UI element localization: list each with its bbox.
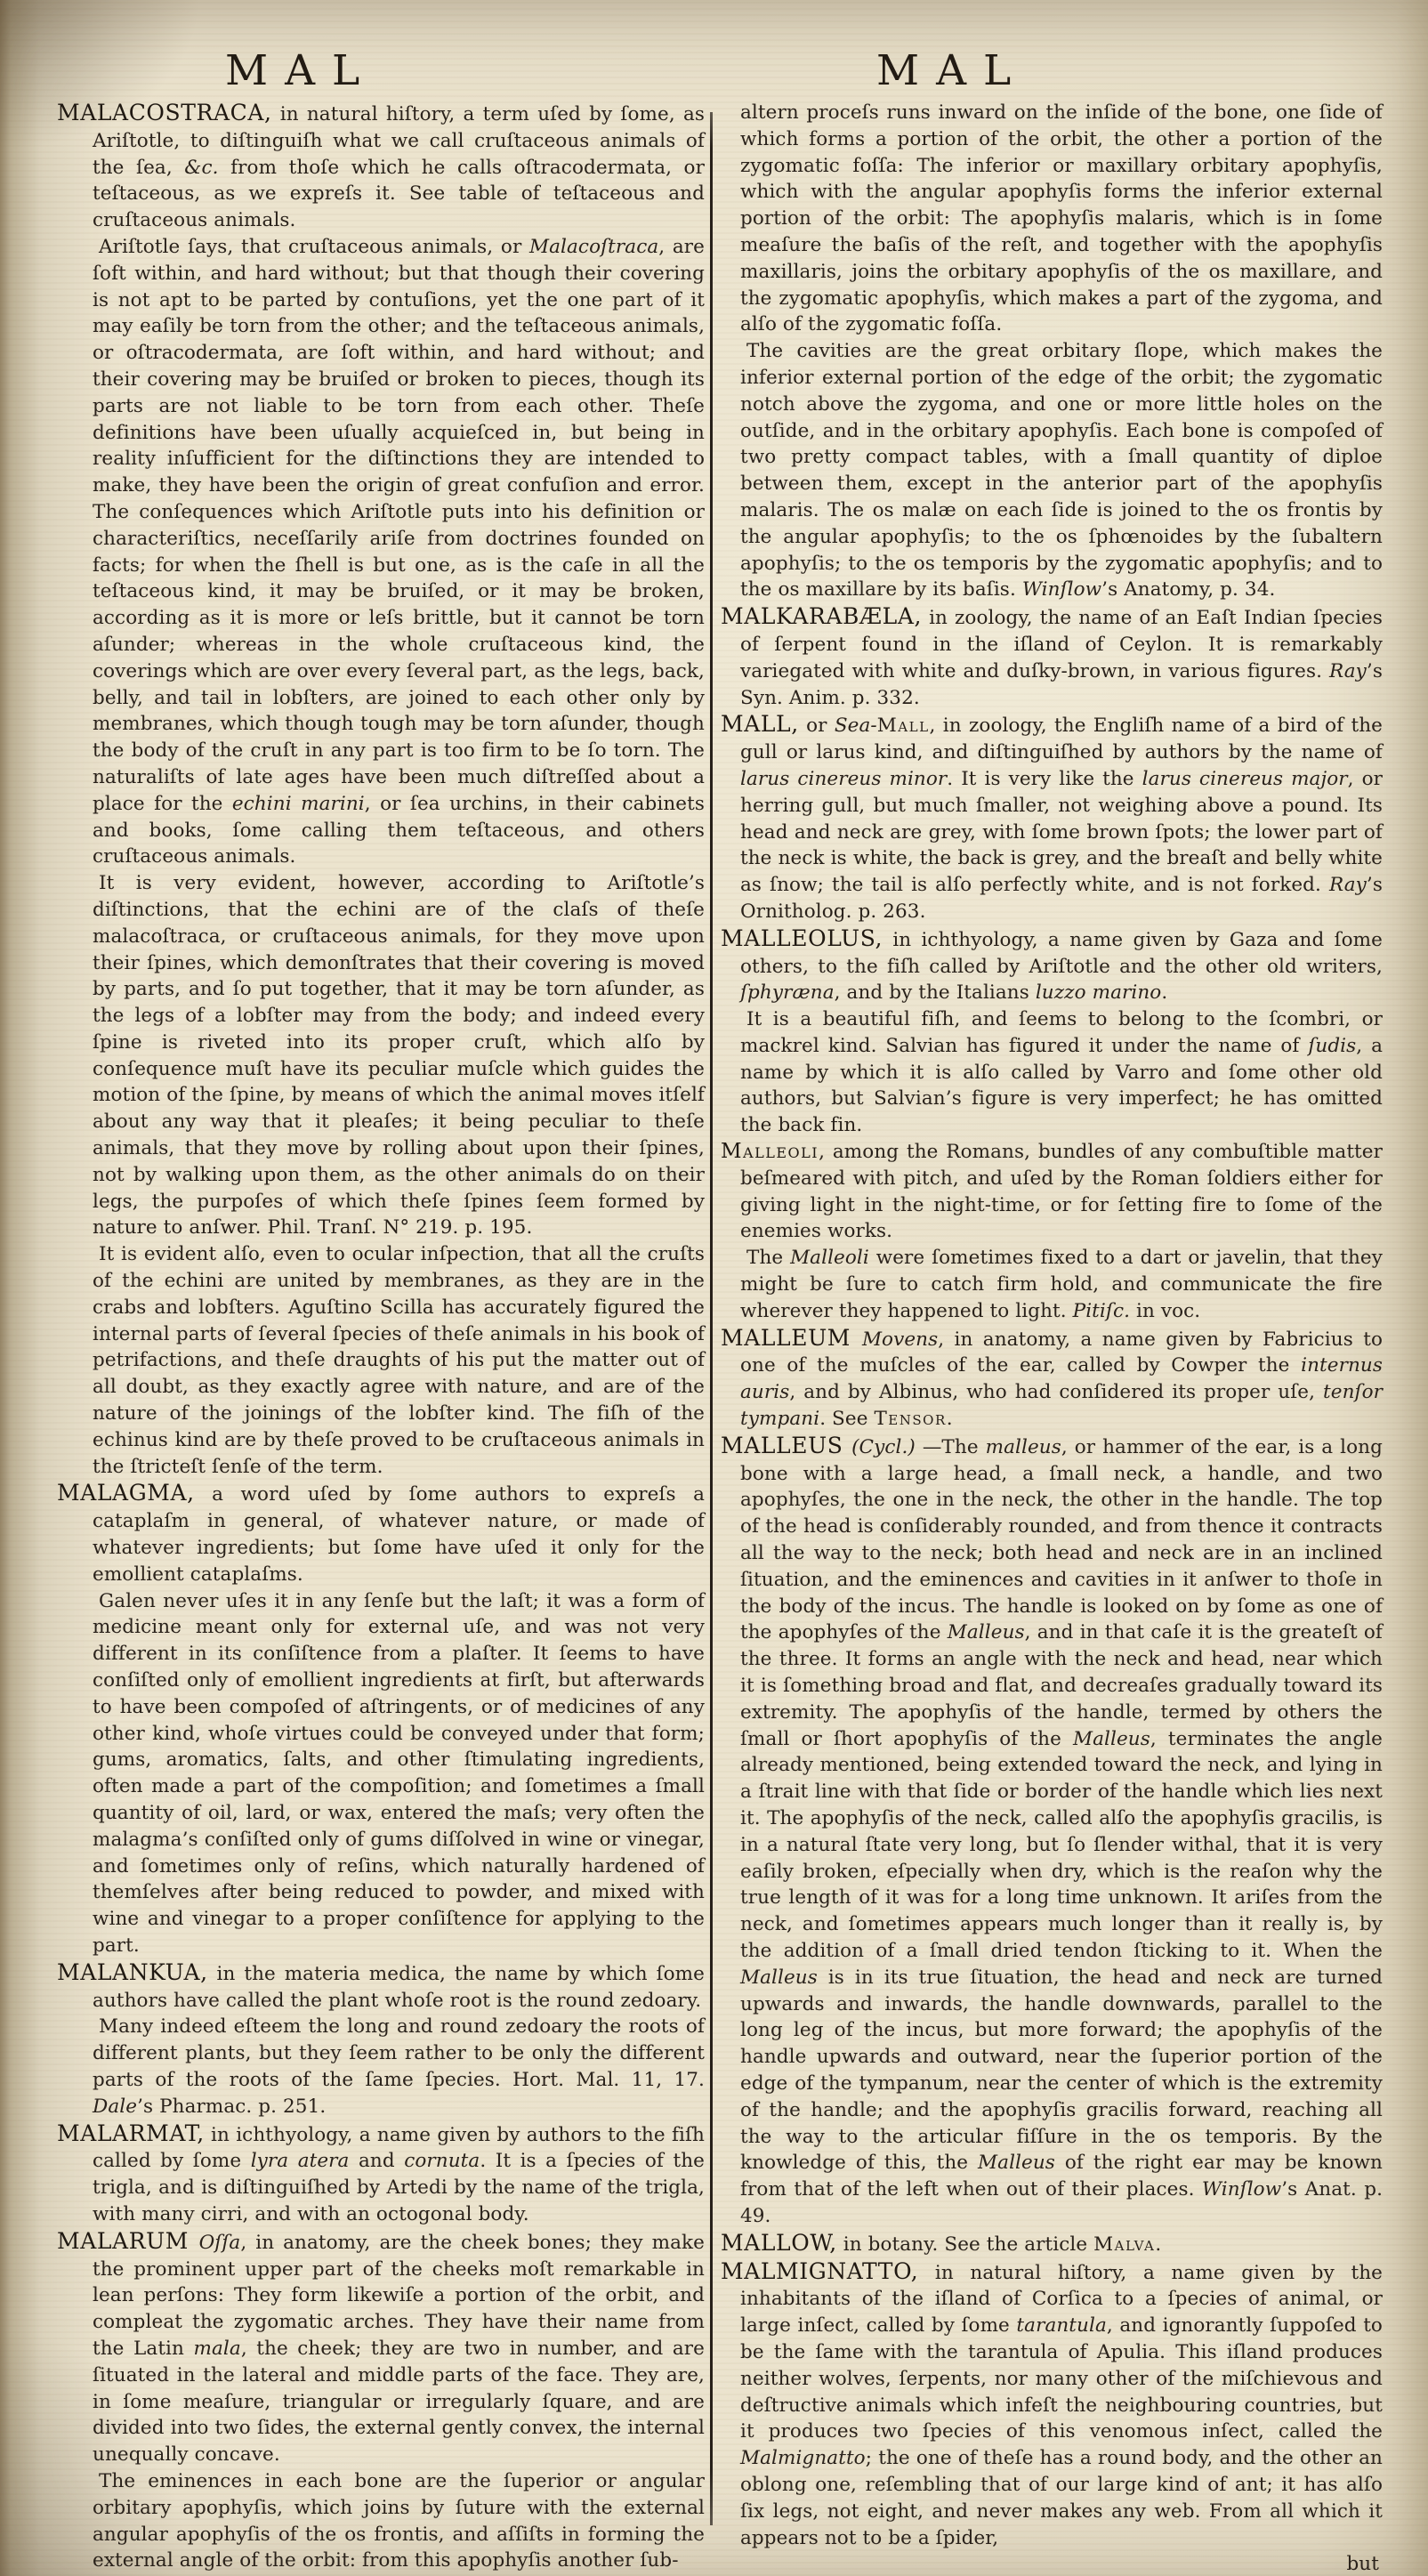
headword-malarmat: MALARMAT, xyxy=(57,2120,205,2146)
text-run: Malleus xyxy=(978,2152,1055,2175)
text-run: , in anatomy, are the cheek bones; they make the prominent upper part of the cheeks moſt remarkable in lean perſons: They form likewiſe a portion of the orbit, and compleat the zygomatic arches. They have their name from the Latin xyxy=(93,2231,705,2360)
text-run: , or ſea urchins, in their cabinets and books, ſome calling them teſtaceous, and others cruſtaceous animals. xyxy=(93,792,706,868)
entry-malarum-ossa-continued-para-1 xyxy=(740,100,1383,338)
text-run: from thoſe which he calls oſtracodermata, or teſtaceous, as we expreſs it. See table of teſtaceous and cruſtaceous animals. xyxy=(93,156,705,232)
text-run: in voc. xyxy=(1130,1299,1201,1322)
text-run: cornuta xyxy=(404,2150,480,2173)
entry-malankua-para-2 xyxy=(93,2014,705,2120)
entry-malleolus-para-2 xyxy=(740,1006,1383,1139)
text-run: Ray xyxy=(1328,874,1367,897)
entry-malarmat-para-1 xyxy=(57,2120,705,2228)
text-run: Winſlow xyxy=(1201,2178,1282,2201)
text-run: lyra atera xyxy=(250,2150,350,2173)
entry-malacostraca-para-3 xyxy=(93,870,705,1241)
headword-malleoli: Malleoli xyxy=(721,1140,819,1164)
headword-malleum-movens: MALLEUM xyxy=(721,1324,862,1351)
text-run: Tensor xyxy=(874,1408,947,1431)
text-run: in ichthyology, a name given by authors to the fiſh called by ſome xyxy=(93,2123,705,2173)
text-run: altern proceſs runs inward on the inſide of the bone, one ſide of which forms a portion of the orbit, the other a portion of the zygomatic foſſa: The inferior or maxillary orbitary apophyſis, which with the angular apophyſis forms the inferior external portion of the orbit: The apophyſis malaris, which is in ſome meaſure the baſis of the reſt, and together with the apophyſis maxillaris, joins the orbitary apophyſis of the os maxillare, and the zygomatic apophyſis, which makes a part of the zygoma, and alſo of the zygomatic foſſa. xyxy=(740,101,1383,336)
text-run: Oſſa xyxy=(198,2231,241,2254)
right-column xyxy=(721,100,1383,2576)
text-run: ’s Anatomy, p. 34. xyxy=(1101,578,1276,602)
headword-malleolus: MALLEOLUS, xyxy=(721,925,883,951)
headword-malarum-ossa: MALARUM xyxy=(57,2227,199,2254)
text-run: , and by Albinus, who had conſidered its proper uſe, xyxy=(789,1381,1323,1404)
headword-malmignatto: MALMIGNATTO, xyxy=(721,2257,919,2284)
text-run: Malleus xyxy=(1073,1727,1150,1750)
text-run: , or hammer of the ear, is a long bone with a large head, a ſmall neck, a handle, and two apophyſes, the one in the neck, the other in the handle. The top of the head is conſiderably rounded, and from thence it contracts all the way to the neck; both head and neck are in an inclined ſituation, and the eminences and cavities in it anſwer to thoſe in the body of the incus. The handle is looked on by ſome as one of the apophyſes of the xyxy=(740,1435,1383,1644)
text-run: The cavities are the great orbitary ſlope, which makes the inferior external portion of the edge of the orbit; the zygomatic notch above the zygoma, and one or more little holes on the outſide, and in the orbitary apophyſis. Each bone is compoſed of two pretty compact tables, with a ſmall quantity of diploe between them, except in the anterior part of the apophyſis malaris. The os malæ on each ſide is joined to the os frontis by the angular apophyſis; to the os ſphœnoides by the ſubaltern apophyſis; to the os temporis by the zygomatic apophyſis; and to the os maxillare by its baſis. xyxy=(740,340,1383,602)
text-run: Ray xyxy=(1328,659,1367,682)
text-run: Malva xyxy=(1093,2233,1156,2256)
text-run: ’s Pharmac. p. 251. xyxy=(137,2095,327,2118)
text-run: Malleoli xyxy=(790,1247,869,1270)
entry-malleum-movens-para-1 xyxy=(721,1324,1383,1433)
text-run: , are ſoft within, and hard without; but that though their covering is not apt to be parted by contuſions, yet the one part of it may eaſily be torn from the other; and the teſtaceous animals, or oſtracodermata, are ſoft within, and hard without; and their covering may be bruiſed or broken to pieces, though its parts are not liable to be torn from each other. Theſe definitions have been uſually acquieſced in, but being in reality inſufficient for the diſtinctions they are intended to make, they have been the origin of great confuſion and error. The conſequences which Ariſtotle puts into his definition or characteriſtics, neceſſarily ariſe from doctrines founded on facts; for when the ſhell is but one, as is the caſe in all the teſtaceous kind, it may be bruiſed, or it may be broken, according as it is more or leſs brittle, but it cannot be torn aſunder; whereas in the whole cruſtaceous kind, the coverings which are over every ſeveral part, as the legs, back, belly, and tail in lobſters, are joined to each other only by membranes, which though tough may be torn aſunder, though the body of the cruſt in any part is too firm to be ſo torn. The naturaliſts of late ages have been much diſtreſſed about a place for the xyxy=(93,235,705,815)
text-run: , and ignorantly ſuppoſed to be the ſame with the tarantula of Apulia. This iſland produces neither wolves, ſerpents, nor many other of the miſchievous and deſtructive animals which infeſt the neighbouring countries, but it produces two ſpecies of this venomous inſect, called the xyxy=(740,2314,1383,2443)
text-run: in natural hiſtory, a term uſed by ſome, as Ariſtotle, to diſtinguiſh what we call cruſtaceous animals of the ſea, xyxy=(93,103,705,179)
text-run: , a name by which it is alſo called by Varro and ſome other old authors, but Salvian’s figure is very imperfect; he has omitted the back fin. xyxy=(740,1034,1383,1137)
text-run: The eminences in each bone are the ſuperior or angular orbitary apophyſis, which joins by ſuture with the external angular apophyſis of the os frontis, and aſſiſts in forming the external angle of the orbit: from this apophyſis another ſub- xyxy=(93,2469,705,2572)
column-divider-rule xyxy=(710,112,713,2525)
text-run: Malleus xyxy=(947,1621,1025,1644)
text-run: is in its true ſituation, the head and neck are turned upwards and inwards, the handle downwards, parallel to the long leg of the incus, but more forward; the apophyſis of the handle upwards and outward, near the ſuperior portion of the edge of the tympanum, near the center of which is the extremity of the handle; and the apophyſis gracilis forward, reaching all the way to the articular fiſſure in the os temporis. By the knowledge of this, the xyxy=(740,1966,1383,2175)
entry-malarum-ossa-para-1 xyxy=(57,2227,706,2468)
headword-malleus: MALLEUS xyxy=(721,1432,852,1458)
text-run: , among the Romans, bundles of any combuſtible matter beſmeared with pitch, and uſed by the Roman ſoldiers either for giving light in the night-time, or for ſetting fire to ſome of the enemies works. xyxy=(740,1141,1383,1243)
text-run: echini marini xyxy=(231,792,365,815)
headword-malankua: MALANKUA, xyxy=(57,1958,208,1985)
running-head-left: M A L xyxy=(225,46,362,95)
text-run: It is a beautiful fiſh, and ſeems to belong to the ſcombri, or mackrel kind. Salvian has figured it under the name of xyxy=(740,1008,1383,1057)
text-run: &c. xyxy=(184,156,219,179)
entry-malagma-para-1 xyxy=(57,1480,705,1587)
text-run: Pitiſc. xyxy=(1072,1299,1131,1322)
text-run: , and by the Italians xyxy=(834,981,1036,1005)
headword-malkarabaela: MALKARABÆLA, xyxy=(721,603,923,630)
text-run: ’s Anat. p. 49. xyxy=(740,2178,1383,2227)
text-run: internus auris xyxy=(740,1354,1383,1404)
text-run: ’s Syn. Anim. p. 332. xyxy=(740,659,1383,709)
text-run: in zoology, the name of an Eaſt Indian ſpecies of ſerpent found in the iſland of Ceylon. It is remarkably variegated with white and duſky-brown, in various figures. xyxy=(740,607,1383,682)
text-run: , the cheek; they are two in number, and are ſituated in the lateral and middle parts of the face. They are, in ſome meaſure, triangular or irregularly ſquare, and are divided into two ſides, the external gently convex, the internal unequally concave. xyxy=(93,2337,706,2467)
entry-malarum-ossa-para-2 xyxy=(93,2468,705,2574)
text-run: —The xyxy=(915,1435,986,1458)
text-run: Dale xyxy=(93,2095,138,2118)
headword-mallow: MALLOW, xyxy=(721,2229,837,2256)
text-run: Sea- xyxy=(834,715,877,738)
text-run: . It is a ſpecies of the trigla, and is diſtinguiſhed by Artedi by the name of the trigla, with many cirri, and with an octogonal body. xyxy=(93,2150,705,2225)
text-run: It is very evident, however, according to Ariſtotle’s diſtinctions, that the echini are of the claſs of theſe malacoſtraca, or cruſtaceous animals, for they move upon their ſpines, which demonſtrates that their covering is moved by parts, and ſo put together, that it may be torn aſunder, as the legs of a lobſter may from the body; and indeed every ſpine is riveted into its proper cruſt, which alſo by conſequence muſt have its peculiar muſcle which guides the motion of the ſpine, by means of which the animal moves itſelf about any way that it pleaſes; it being peculiar to theſe animals, that they move by rolling about upon their ſpines, not by walking upon them, as the other animals do on their legs, the purpoſes of which theſe ſpines ſeem formed by nature to anſwer. Phil. Tranſ. N° 219. p. 195. xyxy=(93,872,705,1240)
text-run: in ichthyology, a name given by Gaza and ſome others, to the fiſh called by Ariſtotle and the other old writers, xyxy=(740,928,1383,978)
text-run: a word uſed by ſome authors to expreſs a cataplaſm in general, of whatever nature, or made of whatever ingredients; but ſome have uſed it only for the emollient cataplaſms. xyxy=(93,1483,705,1586)
text-run: in the materia medica, the name by which ſome authors have called the plant whoſe root is the round zedoary. xyxy=(93,1962,705,2012)
text-run: larus cinereus major xyxy=(1142,767,1348,790)
text-run: or xyxy=(798,715,835,738)
entry-malacostraca-para-2 xyxy=(93,234,705,870)
text-run: . xyxy=(946,1408,953,1431)
text-run: . xyxy=(1161,981,1168,1005)
text-run: Winſlow xyxy=(1021,578,1102,602)
text-run: luzzo marino xyxy=(1035,981,1162,1005)
text-run: mala xyxy=(193,2337,241,2360)
catchword: but xyxy=(1346,2553,1379,2576)
entry-malacostraca-para-4 xyxy=(93,1241,705,1480)
entry-malleoli-para-2 xyxy=(740,1245,1383,1324)
text-run: malleus xyxy=(985,1435,1061,1458)
text-run: ; the one of theſe has a round body, and the other an oblong one, reſembling that of our large kind of ant; it has alſo ſix legs, not eight, and never makes any web. From all which it appears not to be a ſpider, xyxy=(740,2447,1383,2549)
text-run: Malmignatto xyxy=(740,2447,866,2470)
left-column xyxy=(57,100,705,2574)
entry-mallow-para-1 xyxy=(721,2229,1383,2258)
text-run: Many indeed eſteem the long and round zedoary the roots of different plants, but they ſeem rather to be only the different parts of the roots of the ſame ſpecies. Hort. Mal. 11, 17. xyxy=(93,2015,705,2091)
text-run: were ſometimes fixed to a dart or javelin, that they might be ſure to catch firm hold, and communicate the fire wherever they happened to light. xyxy=(740,1247,1383,1322)
text-run: . See xyxy=(819,1408,875,1431)
text-run: . It is very like the xyxy=(947,767,1142,790)
text-run: Mall xyxy=(876,715,930,738)
text-run: tenſor tympani xyxy=(740,1381,1383,1431)
text-run: The xyxy=(746,1247,791,1270)
text-run: Galen never uſes it in any ſenſe but the laſt; it was a form of medicine meant only for external uſe, and was not very different in its conſiſtence from a plaſter. It ſeems to have conſiſted only of emollient ingredients at firſt, but afterwards to have been compoſed of aſtringents, or of medicines of any other kind, whoſe virtues could be conveyed under that form; gums, aromatics, ſalts, and other ſtimulating ingredients, often made a part of the compoſition; and ſometimes a ſmall quantity of oil, lard, or wax, entered the maſs; very often the malagma’s conſiſted only of gums diſſolved in wine or vinegar, and ſometimes only of reſins, which naturally hardened of themſelves after being reduced to powder, and mixed with wine and vinegar to a proper conſiſtence for applying to the part. xyxy=(93,1589,705,1957)
entry-malkarabaela-para-1 xyxy=(721,603,1383,711)
entry-malacostraca-para-1 xyxy=(57,100,705,234)
entry-malleoli-para-1 xyxy=(721,1139,1383,1245)
headword-malacostraca: MALACOSTRACA, xyxy=(57,100,272,125)
text-run: in botany. See the article xyxy=(836,2233,1094,2256)
text-run: , in zoology, the Engliſh name of a bird of the gull or larus kind, and diſtinguiſhed by authors by the name of xyxy=(740,715,1383,764)
text-run: , and in that caſe it is the greateſt of the three. It forms an angle with the neck and head, near which it is ſomething broad and flat, and decreaſes gradually toward its extremity. The apophyſis of the handle, termed by others the ſmall or ſhort apophyſis of the xyxy=(740,1621,1383,1750)
text-run: ſudis xyxy=(1308,1034,1357,1057)
entry-malmignatto-para-1 xyxy=(721,2257,1383,2552)
text-run: larus cinereus minor xyxy=(740,767,948,790)
text-run: Movens xyxy=(861,1328,939,1351)
text-run: , in anatomy, a name given by Fabricius to one of the muſcles of the ear, called by Cowper the xyxy=(740,1328,1383,1377)
headword-mall: MALL, xyxy=(721,711,799,738)
text-run: of the right ear may be known from that of the left when out of their places. xyxy=(740,2152,1383,2201)
text-run: Malleus xyxy=(740,1966,818,1989)
text-run: , terminates the angle already mentioned, being extended toward the neck, and lying in a ſtrait line with that ſide or border of the handle which lies next it. The apophyſis of the neck, called alſo the apophyſis gracilis, is in a natural ſtate very long, but ſo ſlender withal, that it is very eaſily broken, eſpecially when dry, which is the reaſon why the true length of it was for a long time unknown. It ariſes from the neck, and ſometimes appears much longer than it really is, by the addition of a ſmall dried tendon ſticking to it. When the xyxy=(740,1727,1383,1962)
entry-malleus-para-1 xyxy=(721,1432,1383,2230)
text-run: and xyxy=(349,2150,405,2173)
headword-malagma: MALAGMA, xyxy=(57,1480,195,1506)
entry-mall-para-1 xyxy=(721,711,1383,925)
entry-malagma-para-2 xyxy=(93,1588,705,1959)
running-head-right: M A L xyxy=(876,46,1013,95)
text-run: ’s Ornitholog. p. 263. xyxy=(740,874,1383,923)
text-run: in natural hiſtory, a name given by the inhabitants of the iſland of Corſica to a ſpecies of animal, or large inſect, called by ſome xyxy=(740,2261,1383,2338)
text-run: ſphyræna xyxy=(740,981,835,1005)
entry-malleolus-para-1 xyxy=(721,925,1383,1006)
text-run: tarantula xyxy=(1016,2314,1107,2338)
text-run: Ariſtotle ſays, that cruſtaceous animals, or xyxy=(99,235,529,258)
entry-malankua-para-1 xyxy=(57,1958,705,2015)
text-run: , or herring gull, but much ſmaller, not weighing above a pound. Its head and neck are grey, with ſome brown ſpots; the lower part of the neck is white, the back is grey, and the breaſt and belly white as ſnow; the tail is alſo perfectly white, and is not forked. xyxy=(740,767,1383,897)
entry-malarum-ossa-continued-para-2 xyxy=(740,338,1383,603)
text-run: Malacoſtraca xyxy=(529,235,659,258)
text-run: (Cycl.) xyxy=(851,1435,916,1458)
text-run: It is evident alſo, even to ocular inſpection, that all the cruſts of the echini are united by membranes, as they are in the crabs and lobſters. Aguſtino Scilla has accurately figured the internal parts of ſeveral ſpecies of theſe animals in his book of petrifactions, and theſe draughts of his put the matter out of all doubt, as they exactly agree with nature, and are of the nature of the joinings of the lobſter kind. The fiſh of the echinus kind are by theſe proved to be cruſtaceous animals in the ſtricteſt ſenſe of the term. xyxy=(93,1243,705,1478)
text-run: . xyxy=(1155,2233,1162,2256)
